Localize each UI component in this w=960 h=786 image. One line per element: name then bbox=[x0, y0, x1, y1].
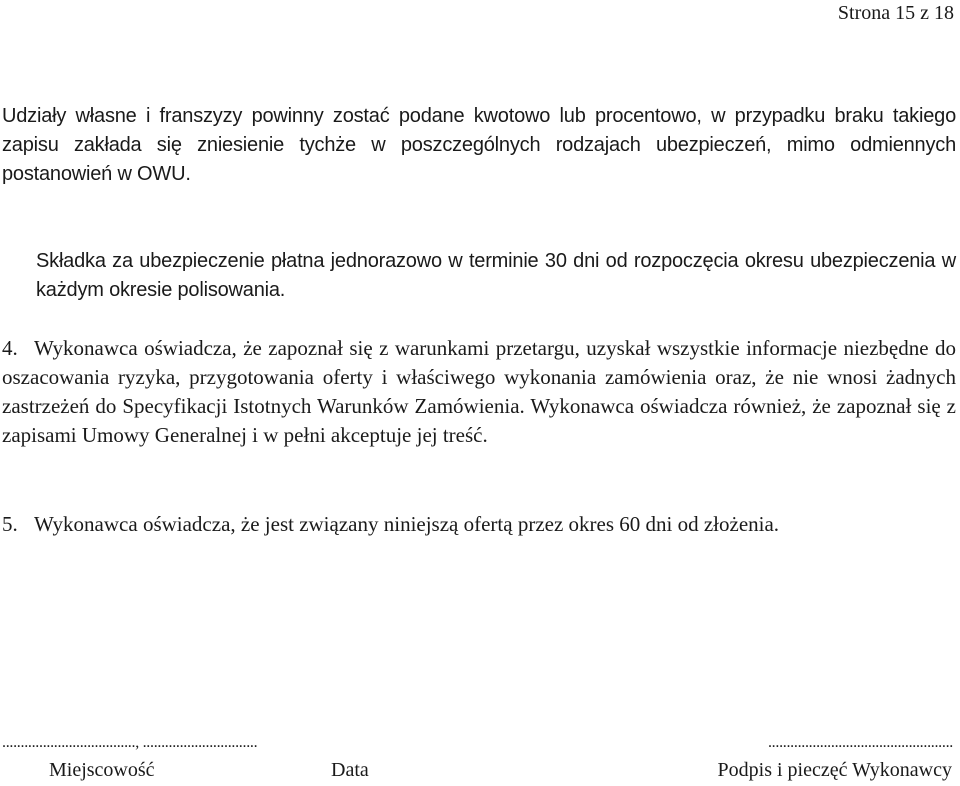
date-label: Data bbox=[331, 759, 369, 781]
list-item-text: Składka za ubezpieczenie płatna jednorazowo w terminie 30 dni od rozpoczęcia okresu ubezpieczenia w każdym okresie polisowania. bbox=[36, 250, 956, 301]
list-item-5 bbox=[2, 510, 930, 539]
signature-label: Podpis i pieczęć Wykonawcy bbox=[717, 759, 952, 781]
place-date-dotted-line: ...................................., ............................... bbox=[2, 734, 258, 751]
paragraph-deductibles: Udziały własne i franszyzy powinny zostać podane kwotowo lub procentowo, w przypadku braku takiego zapisu zakłada się zniesienie tychże w poszczególnych rodzajach ubezpieczeń, mimo odmiennych postanowień w OWU. bbox=[2, 105, 956, 185]
list-item-text: Wykonawca oświadcza, że jest związany niniejszą ofertą przez okres 60 dni od złożenia. bbox=[34, 512, 780, 536]
list-item-number bbox=[4, 247, 36, 276]
list-item-number: 4. bbox=[2, 336, 18, 360]
list-item-4 bbox=[2, 334, 956, 450]
list-item-number: 5. bbox=[2, 512, 18, 536]
list-item-3 bbox=[2, 247, 956, 305]
signature-dotted-line: .................................................. bbox=[767, 734, 953, 751]
place-label: Miejscowość bbox=[49, 759, 155, 781]
page-number: Strona 15 z 18 bbox=[837, 2, 954, 24]
list-item-text: Wykonawca oświadcza, że zapoznał się z warunkami przetargu, uzyskał wszystkie informacje niezbędne do oszacowania ryzyka, przygotowania oferty i właściwego wykonania zamówienia oraz, że nie wnosi żadnych zastrzeżeń do Specyfikacji Istotnych Warunków Zamówienia. Wykonawca oświadcza również, że zapoznał się z zapisami Umowy Generalnej i w pełni akceptuje jej treść. bbox=[2, 336, 956, 447]
